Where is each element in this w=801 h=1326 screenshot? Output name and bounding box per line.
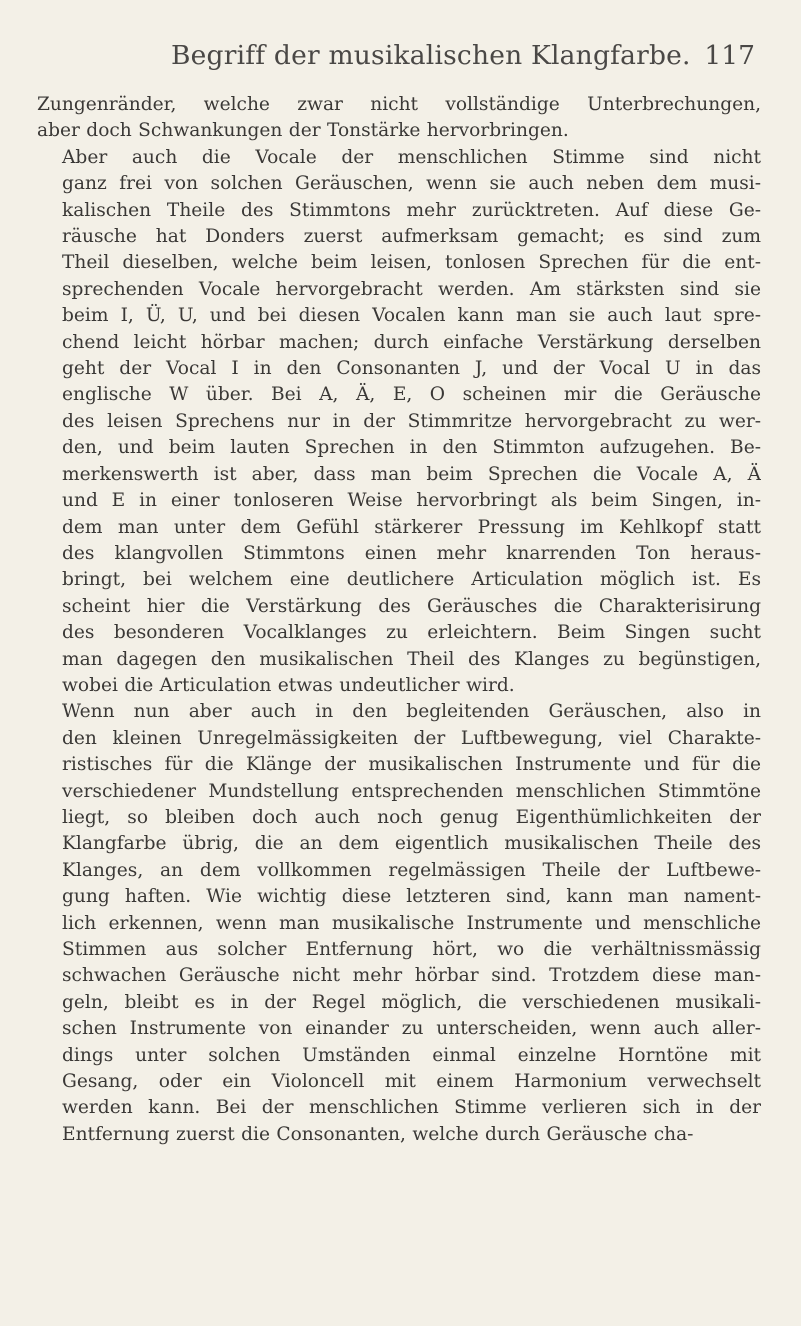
text-line: aber doch Schwankungen der Tonstärke hervorbringen.	[37, 120, 569, 142]
text-line: merkenswerth ist aber, dass man beim Sprechen die Vocale A, Ä	[62, 463, 761, 485]
text-line: geht der Vocal I in den Consonanten J, und der Vocal U in das	[62, 358, 761, 380]
body-text	[37, 92, 761, 1148]
text-line: geln, bleibt es in der Regel möglich, die verschiedenen musikali-	[62, 991, 761, 1013]
text-line: werden kann. Bei der menschlichen Stimme verlieren sich in der	[62, 1097, 761, 1119]
text-line: ristisches für die Klänge der musikalischen Instrumente und für die	[62, 754, 761, 776]
text-line: verschiedener Mundstellung entsprechenden menschlichen Stimmtöne	[62, 780, 761, 802]
text-line: des leisen Sprechens nur in der Stimmritze hervorgebracht zu wer-	[62, 410, 761, 432]
text-line: man dagegen den musikalischen Theil des Klanges zu begünstigen,	[62, 648, 761, 670]
running-head-title: Begriff der musikalischen Klangfarbe.	[171, 40, 691, 71]
text-line: wobei die Articulation etwas undeutlicher wird.	[62, 674, 515, 696]
text-line: Klangfarbe übrig, die an dem eigentlich musikalischen Theile des	[62, 833, 761, 855]
paragraph	[37, 145, 761, 700]
text-line: englische W über. Bei A, Ä, E, O scheinen mir die Geräusche	[62, 384, 761, 406]
text-line: des klangvollen Stimmtons einen mehr knarrenden Ton heraus-	[62, 542, 761, 564]
text-line: lich erkennen, wenn man musikalische Instrumente und menschliche	[62, 912, 761, 934]
text-line: Entfernung zuerst die Consonanten, welche durch Geräusche cha-	[62, 1123, 694, 1145]
text-line: dem man unter dem Gefühl stärkerer Pressung im Kehlkopf statt	[62, 516, 761, 538]
text-line: des besonderen Vocalklanges zu erleichtern. Beim Singen sucht	[62, 622, 761, 644]
text-line: liegt, so bleiben doch auch noch genug Eigenthümlichkeiten der	[62, 806, 761, 828]
text-line: Klanges, an dem vollkommen regelmässigen Theile der Luftbewe-	[62, 859, 761, 881]
text-line: den kleinen Unregelmässigkeiten der Luftbewegung, viel Charakte-	[62, 727, 761, 749]
text-line: chend leicht hörbar machen; durch einfache Verstärkung derselben	[62, 331, 761, 353]
text-line: den, und beim lauten Sprechen in den Stimmton aufzugehen. Be-	[62, 437, 761, 459]
text-line: Theil dieselben, welche beim leisen, tonlosen Sprechen für die ent-	[62, 252, 761, 274]
text-line: scheint hier die Verstärkung des Geräusches die Charakterisirung	[62, 595, 761, 617]
text-line: schen Instrumente von einander zu unterscheiden, wenn auch aller-	[62, 1018, 761, 1040]
text-line: Aber auch die Vocale der menschlichen Stimme sind nicht	[62, 146, 761, 168]
text-line: bringt, bei welchem eine deutlichere Articulation möglich ist. Es	[62, 569, 761, 591]
paragraph	[37, 699, 761, 1148]
paragraph	[37, 92, 761, 145]
text-line: räusche hat Donders zuerst aufmerksam gemacht; es sind zum	[62, 226, 761, 248]
page-number: 117	[704, 40, 755, 71]
text-line: Zungenränder, welche zwar nicht vollständige Unterbrechungen,	[37, 94, 761, 115]
running-head	[37, 40, 761, 92]
text-line: und E in einer tonloseren Weise hervorbringt als beim Singen, in-	[62, 490, 761, 512]
text-line: kalischen Theile des Stimmtons mehr zurücktreten. Auf diese Ge-	[62, 199, 761, 221]
text-line: Stimmen aus solcher Entfernung hört, wo die verhältnissmässig	[62, 939, 761, 960]
text-line: sprechenden Vocale hervorgebracht werden. Am stärksten sind sie	[62, 278, 761, 300]
text-line: gung haften. Wie wichtig diese letzteren sind, kann man nament-	[62, 886, 761, 908]
text-line: Gesang, oder ein Violoncell mit einem Harmonium verwechselt	[62, 1071, 761, 1093]
text-line: Wenn nun aber auch in den begleitenden Geräuschen, also in	[62, 701, 761, 723]
text-line: beim I, Ü, U, und bei diesen Vocalen kann man sie auch laut spre-	[62, 305, 761, 327]
text-line: dings unter solchen Umständen einmal einzelne Horntöne mit	[62, 1044, 761, 1066]
text-line: ganz frei von solchen Geräuschen, wenn sie auch neben dem musi-	[62, 173, 761, 195]
text-line: schwachen Geräusche nicht mehr hörbar sind. Trotzdem diese man-	[62, 965, 761, 987]
